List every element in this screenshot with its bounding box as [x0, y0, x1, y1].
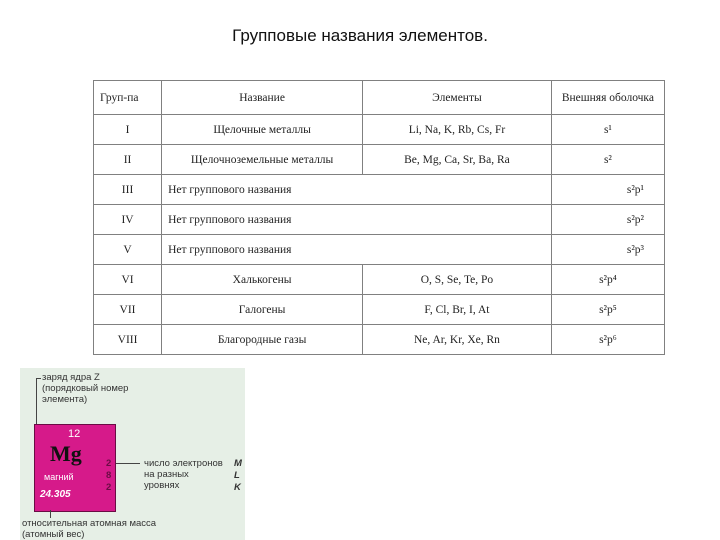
cell-name: Благородные газы — [162, 325, 363, 355]
element-name: магний — [44, 472, 74, 482]
cell-shell: s¹ — [551, 115, 664, 145]
cell-shell: s²p⁶ — [551, 325, 664, 355]
pointer-line — [50, 510, 51, 518]
table-row — [94, 115, 665, 145]
cell-shell: s²p⁴ — [551, 265, 664, 295]
label-electrons-1: число электронов — [144, 458, 223, 469]
cell-group: I — [94, 115, 162, 145]
shell-label-m: M — [234, 458, 242, 469]
atomic-number: 12 — [68, 428, 81, 440]
cell-group: II — [94, 145, 162, 175]
atomic-mass: 24.305 — [40, 489, 71, 500]
label-mass-2: (атомный вес) — [22, 529, 85, 540]
table-header-row — [94, 81, 665, 115]
header-group: Груп-па — [94, 81, 162, 115]
pointer-line — [116, 463, 140, 464]
label-charge-3: элемента) — [42, 394, 88, 405]
cell-name: Нет группового названия — [162, 235, 552, 265]
cell-shell: s²p³ — [551, 235, 664, 265]
shell-label-k: K — [234, 482, 241, 493]
electrons-level-1: 2 — [106, 458, 112, 469]
cell-name: Халькогены — [162, 265, 363, 295]
label-mass-1: относительная атомная масса — [22, 518, 157, 529]
page-title: Групповые названия элементов. — [232, 26, 488, 45]
header-elements: Элементы — [363, 81, 552, 115]
electrons-level-3: 2 — [106, 482, 112, 493]
table-row — [94, 205, 665, 235]
table-row — [94, 175, 665, 205]
cell-shell: s²p² — [551, 205, 664, 235]
table-row — [94, 295, 665, 325]
electrons-level-2: 8 — [106, 470, 112, 481]
pointer-line — [36, 378, 37, 424]
label-charge-2: (порядковый номер — [42, 383, 129, 394]
cell-name: Нет группового названия — [162, 175, 552, 205]
cell-name: Нет группового названия — [162, 205, 552, 235]
cell-shell: s²p¹ — [551, 175, 664, 205]
table-row — [94, 265, 665, 295]
cell-elements: Li, Na, K, Rb, Cs, Fr — [363, 115, 552, 145]
table-row — [94, 235, 665, 265]
cell-name: Щелочноземельные металлы — [162, 145, 363, 175]
cell-group: VII — [94, 295, 162, 325]
cell-shell: s²p⁵ — [551, 295, 664, 325]
label-electrons-3: уровнях — [144, 480, 180, 491]
cell-elements: Be, Mg, Ca, Sr, Ba, Ra — [363, 145, 552, 175]
cell-group: IV — [94, 205, 162, 235]
cell-name: Щелочные металлы — [162, 115, 363, 145]
header-shell: Внешняя оболочка — [551, 81, 664, 115]
cell-group: VI — [94, 265, 162, 295]
cell-group: V — [94, 235, 162, 265]
cell-group: III — [94, 175, 162, 205]
element-cell-diagram — [20, 368, 245, 540]
header-name: Название — [162, 81, 363, 115]
cell-group: VIII — [94, 325, 162, 355]
label-electrons-2: на разных — [144, 469, 189, 480]
table-row — [94, 325, 665, 355]
cell-elements: Ne, Ar, Kr, Xe, Rn — [363, 325, 552, 355]
table-row — [94, 145, 665, 175]
shell-label-l: L — [234, 470, 240, 481]
cell-elements: O, S, Se, Te, Po — [363, 265, 552, 295]
label-charge-1: заряд ядра Z — [42, 372, 100, 383]
cell-elements: F, Cl, Br, I, At — [363, 295, 552, 325]
cell-shell: s² — [551, 145, 664, 175]
groups-table — [93, 80, 665, 355]
cell-name: Галогены — [162, 295, 363, 325]
element-symbol: Mg — [50, 441, 82, 466]
